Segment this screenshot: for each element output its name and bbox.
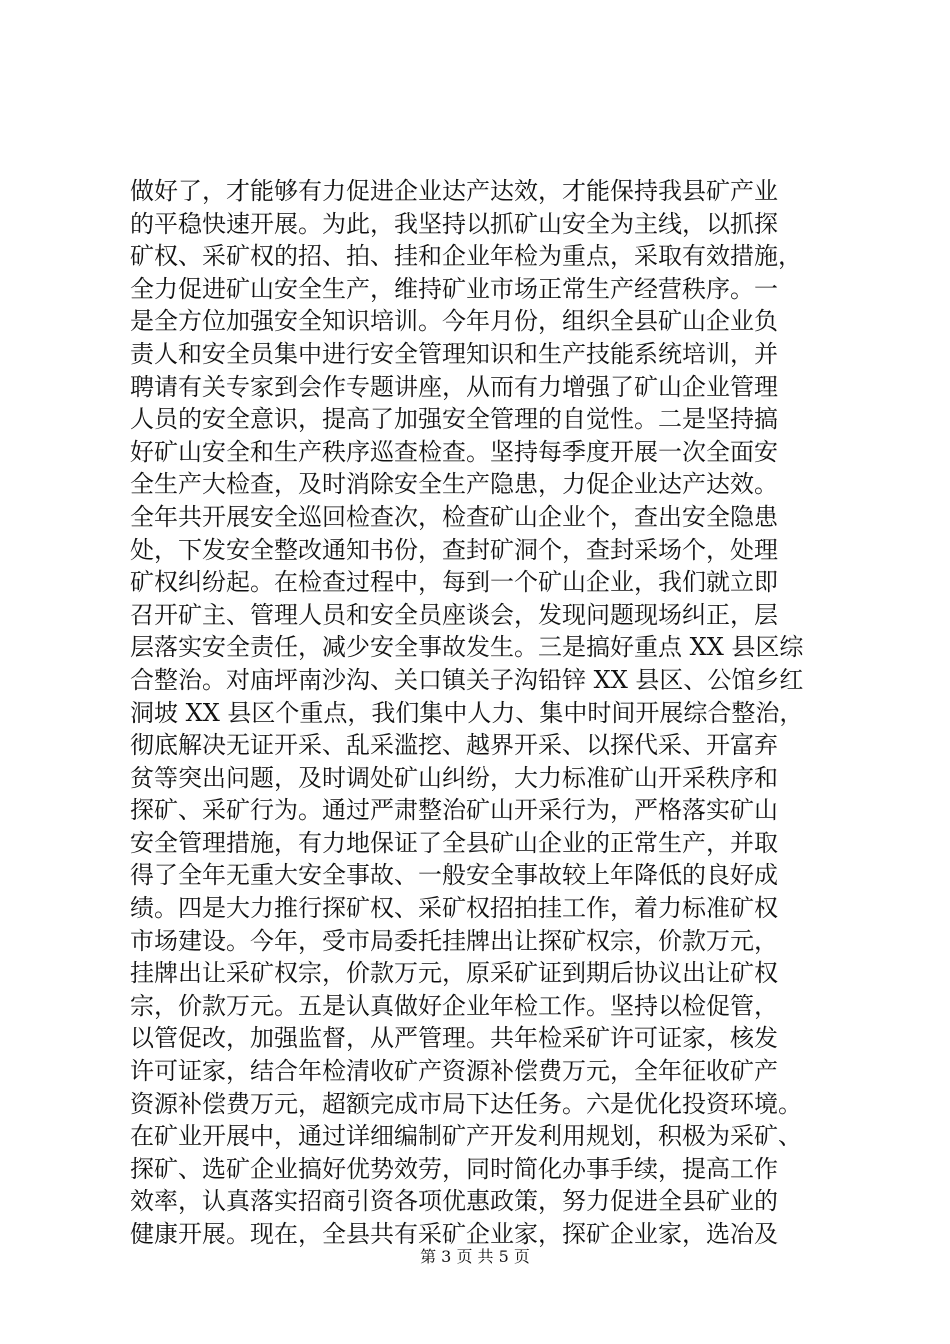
text-line: 在矿业开展中，通过详细编制矿产开发利用规划，积极为采矿、 bbox=[130, 1122, 802, 1151]
text-line: 宗，价款万元。五是认真做好企业年检工作。坚持以检促管， bbox=[130, 991, 778, 1020]
text-line: 做好了，才能够有力促进企业达产达效，才能保持我县矿产业 bbox=[130, 177, 778, 205]
text-line: 矿权纠纷起。在检查过程中，每到一个矿山企业，我们就立即 bbox=[130, 568, 778, 597]
text-line: 以管促改，加强监督，从严管理。共年检采矿许可证家，核发 bbox=[130, 1024, 778, 1053]
text-line: 探矿、选矿企业搞好优势效劳，同时简化办事手续，提高工作 bbox=[130, 1154, 778, 1183]
text-line: 洞坡 XX 县区个重点，我们集中人力、集中时间开展综合整治， bbox=[130, 698, 804, 727]
body-text bbox=[130, 175, 850, 1251]
text-line: 市场建设。今年，受市局委托挂牌出让探矿权宗，价款万元， bbox=[130, 926, 778, 955]
text-line: 许可证家，结合年检清收矿产资源补偿费万元，全年征收矿产 bbox=[130, 1057, 778, 1086]
text-line: 效率，认真落实招商引资各项优惠政策，努力促进全县矿业的 bbox=[130, 1187, 778, 1216]
text-line: 健康开展。现在，全县共有采矿企业家，探矿企业家，选冶及 bbox=[130, 1220, 778, 1248]
text-line: 得了全年无重大安全事故、一般安全事故较上年降低的良好成 bbox=[130, 861, 778, 890]
text-line: 安全管理措施，有力地保证了全县矿山企业的正常生产，并取 bbox=[130, 828, 778, 857]
text-line: 全力促进矿山安全生产，维持矿业市场正常生产经营秩序。一 bbox=[130, 274, 778, 303]
text-line: 责人和安全员集中进行安全管理知识和生产技能系统培训，并 bbox=[130, 339, 778, 368]
text-line: 是全方位加强安全知识培训。今年月份，组织全县矿山企业负 bbox=[130, 307, 778, 336]
page-footer: 第 3 页 共 5 页 bbox=[420, 1247, 530, 1266]
text-line: 召开矿主、管理人员和安全员座谈会，发现问题现场纠正，层 bbox=[130, 600, 778, 629]
text-line: 全年共开展安全巡回检查次，检查矿山企业个，查出安全隐患 bbox=[130, 502, 778, 531]
text-line: 挂牌出让采矿权宗，价款万元，原采矿证到期后协议出让矿权 bbox=[130, 959, 778, 988]
text-line: 资源补偿费万元，超额完成市局下达任务。六是优化投资环境。 bbox=[130, 1089, 802, 1118]
text-line: 层落实安全责任，减少安全事故发生。三是搞好重点 XX 县区综 bbox=[130, 633, 804, 662]
text-line: 好矿山安全和生产秩序巡查检查。坚持每季度开展一次全面安 bbox=[130, 437, 778, 466]
text-line: 处，下发安全整改通知书份，查封矿洞个，查封采场个，处理 bbox=[130, 535, 778, 564]
text-line: 全生产大检查，及时消除安全生产隐患，力促企业达产达效。 bbox=[130, 470, 778, 499]
text-line: 绩。四是大力推行探矿权、采矿权招拍挂工作，着力标准矿权 bbox=[130, 894, 778, 923]
text-line: 人员的安全意识，提高了加强安全管理的自觉性。二是坚持搞 bbox=[130, 405, 778, 434]
text-line: 聘请有关专家到会作专题讲座，从而有力增强了矿山企业管理 bbox=[130, 372, 778, 401]
text-line: 探矿、采矿行为。通过严肃整治矿山开采行为，严格落实矿山 bbox=[130, 796, 778, 825]
text-line: 贫等突出问题，及时调处矿山纠纷，大力标准矿山开采秩序和 bbox=[130, 763, 778, 792]
text-line: 矿权、采矿权的招、拍、挂和企业年检为重点，采取有效措施， bbox=[130, 242, 802, 271]
text-line: 的平稳快速开展。为此，我坚持以抓矿山安全为主线，以抓探 bbox=[130, 209, 778, 238]
text-line: 彻底解决无证开采、乱采滥挖、越界开采、以探代采、开富弃 bbox=[130, 731, 778, 760]
text-line: 合整治。对庙坪南沙沟、关口镇关子沟铅锌 XX 县区、公馆乡红 bbox=[130, 665, 804, 694]
